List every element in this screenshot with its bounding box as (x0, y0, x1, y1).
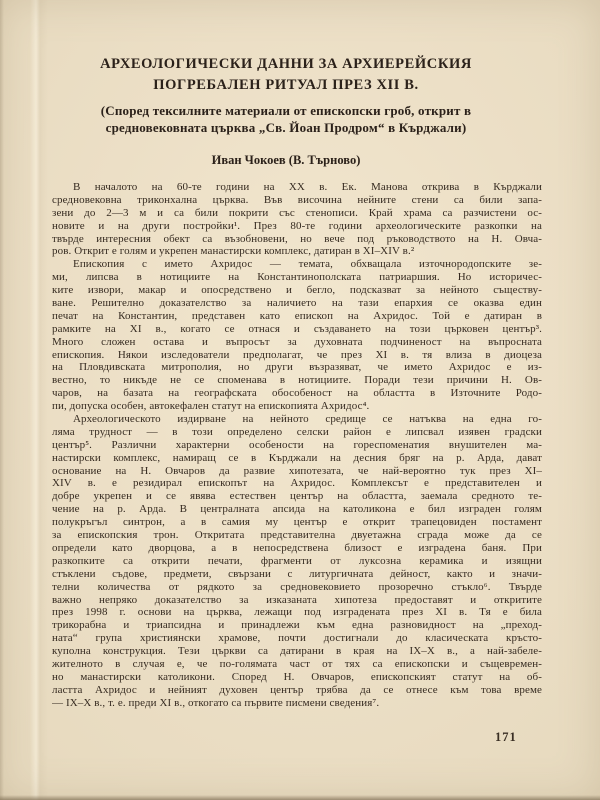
body-text (52, 181, 542, 710)
text-line: XIV в. е резидирал епископът на Ахридос. Комплексът е представителен и (52, 477, 542, 490)
text-line: стъклени съдове, предмети, свързани с литургичната дейност, както и значи- (52, 567, 542, 580)
text-line: разкопките са открити печати, фрагменти от луксозна керамика и изящни (52, 554, 542, 567)
text-line: чение на р. Арда. В централната апсида на католикона е бил изграден голям (52, 503, 542, 516)
text-line: през 1998 г. основи на църква, лежащи под изградената през XI в. Тя е била (52, 606, 542, 619)
text-line: пи, допуска особен, автокефален статут на епископията Ахридос⁴. (52, 400, 370, 413)
text-line: ване. Решително доказателство за наличието на тази епархия се оказва един (52, 297, 542, 310)
text-line: чаров, на базата на географската обособеност на областта в Източните Родо- (52, 387, 542, 400)
text-line: ластта Ахридос и нейният духовен център трябва да се отнесе към това време (52, 683, 542, 696)
article-subtitle (52, 103, 520, 136)
text-line: жителното в случая е, че по-голямата част от тях са епископски и същевремен- (52, 657, 542, 670)
text-line: зени до 2—3 м и са били покрити със стенописи. Край храма са разчистени ос- (52, 206, 542, 219)
text-line: основание на Н. Овчаров да развие хипотезата, че най-вероятно тук през XI– (52, 464, 542, 477)
text-line: Много сложен остава и въпросът за духовната подчиненост на въпросната (52, 335, 542, 348)
text-line: В началото на 60-те години на XX в. Ек. Манова открива в Кърджали (73, 181, 542, 193)
text-line: ров. Открит е голям и укрепен манастирски комплекс, датиран в XI–XIV в.² (52, 245, 415, 258)
text-line: твърде интересния обект са възобновени, но вече под ръководството на Н. Овча- (52, 232, 542, 245)
text-line: печат на Константин, представен като епископ на Ахридос. Той е датиран в (52, 309, 542, 322)
text-line: определи като дворцова, а в непосредствена близост е изградена баня. При (52, 541, 542, 554)
text-line: за епископския трон. Откритата представителна двуетажна сграда може да се (52, 529, 542, 542)
article-subtitle-line1: (Според тексилните материали от епископски гроб, открит в (100, 103, 472, 118)
text-line: важно непряко доказателство за изказаната хипотеза предоставят и откритите (52, 593, 542, 606)
text-line: рамките на XI в., когато се отнася и създаването на този църковен център³. (52, 322, 542, 335)
text-line: но манастирски католикони. Според Н. Овчаров, епископският статут на об- (52, 670, 542, 683)
text-line: — IX–X в., т. е. преди XI в., откогато са първите писмени сведения⁷. (52, 696, 380, 709)
text-line: ките извори, макар и опосредствено и бегло, подсказват за нейното съществу- (52, 284, 542, 297)
text-line: ната“ група християнски храмове, почти достигнали до класическата кръсто- (52, 632, 542, 645)
text-line: вестно, то никъде не се споменава в нотициите. Поради тези причини Н. Ов- (52, 374, 542, 387)
text-line: новите и на други постройки¹. През 80-те години археологическите разкопки на (52, 219, 542, 232)
text-line: полукръгъл синтрон, а в самия му център е открит трапецовиден постамент (52, 516, 542, 529)
text-line: настирски комплекс, намиращ се в Кърджали на десния бряг на р. Арда, дават (52, 451, 542, 464)
text-line: телни количества от рядкото за средновековието прозоречно стъкло⁶. Твърде (52, 580, 542, 593)
article-title (52, 54, 520, 96)
article-subtitle-line2: средновековната църква „Св. Йоан Продром“ в Кърджали) (105, 119, 467, 135)
text-line: средновековна триконхална църква. Във височина нейните стени са били запа- (52, 193, 542, 206)
text-line: ляма трудност — в този определено селски район е липсвал изявен градски (52, 425, 542, 438)
text-line: куполна конструкция. Тези църкви са датирани в края на IX–X в., а най-забеле- (52, 645, 542, 658)
text-line: Археологическото издирване на нейното средище се натъква на една го- (73, 413, 542, 426)
text-line: център⁵. Различни характерни особености на гореспоменатия внушителен ма- (52, 438, 542, 451)
page-number: 171 (495, 730, 517, 744)
text-line: епископия. Някои изследователи предполагат, че през XI в. тя влиза в диоцеза (52, 348, 542, 361)
text-line: на Пловдивската митрополия, но други възразяват, че името Ахридос е из- (52, 361, 542, 374)
text-line: трикорабна и триапсидна и принадлежи към една разновидност на „преход- (52, 619, 542, 632)
article-author: Иван Чокоев (В. Търново) (211, 153, 361, 167)
text-line: ми, липсва в нотициите на Константинополската патриаршия. Но историчес- (52, 271, 542, 284)
text-line: добре укрепен и се явява естествен център на областта, заемала средното те- (52, 490, 542, 503)
article-title-line2: ПОГРЕБАЛЕН РИТУАЛ ПРЕЗ XII В. (153, 77, 419, 93)
text-line: Епископия с името Ахридос — темата, обхващала източнородопските зе- (73, 258, 542, 271)
article-title-line1: АРХЕОЛОГИЧЕСКИ ДАННИ ЗА АРХИЕРЕЙСКИЯ (100, 56, 472, 72)
article-header (52, 54, 520, 168)
